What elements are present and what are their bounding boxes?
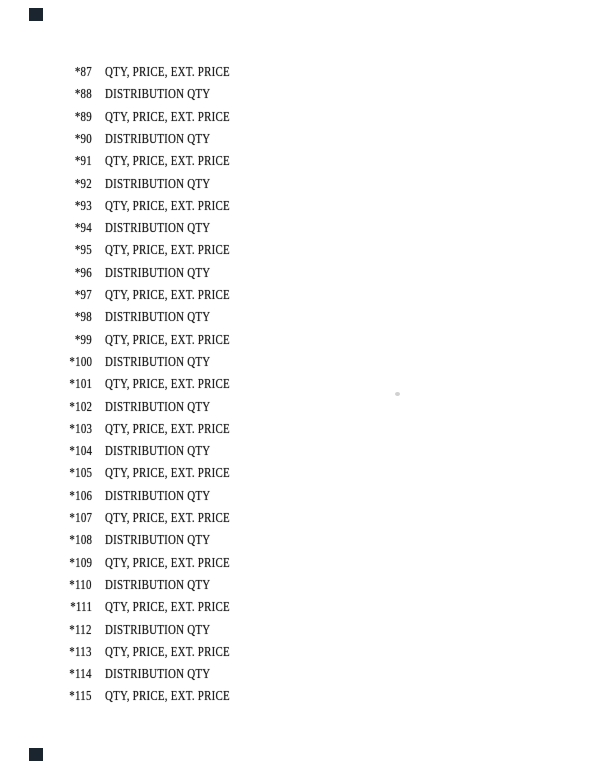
item-number: *108: [69, 533, 92, 549]
list-item: [0, 330, 600, 352]
item-number-cell: [38, 196, 92, 218]
item-description: DISTRIBUTION QTY: [105, 87, 211, 103]
item-number: *98: [74, 310, 92, 326]
item-number-cell: [38, 620, 92, 642]
item-description: QTY, PRICE, EXT. PRICE: [105, 243, 230, 259]
item-description-cell: [105, 508, 265, 530]
item-number-cell: [38, 664, 92, 686]
item-number: *109: [69, 555, 92, 571]
item-number: *114: [69, 667, 92, 683]
list-item: [0, 285, 600, 307]
item-description: QTY, PRICE, EXT. PRICE: [105, 644, 230, 660]
list-item: [0, 240, 600, 262]
item-number: *95: [74, 243, 92, 259]
item-description-cell: [105, 642, 265, 664]
item-number-cell: [38, 575, 92, 597]
item-number: *106: [69, 488, 92, 504]
list-item: [0, 575, 600, 597]
item-number-cell: [38, 441, 92, 463]
item-number-cell: [38, 151, 92, 173]
item-number: *87: [74, 65, 92, 80]
item-description-cell: [105, 240, 265, 262]
list-item: [0, 642, 600, 664]
item-description: DISTRIBUTION QTY: [105, 444, 211, 460]
item-number: *102: [69, 399, 92, 415]
item-description: QTY, PRICE, EXT. PRICE: [105, 288, 230, 303]
item-description: QTY, PRICE, EXT. PRICE: [105, 65, 230, 80]
list-item: [0, 374, 600, 396]
item-description-cell: [105, 597, 265, 619]
item-number-cell: [38, 508, 92, 530]
item-number-cell: [38, 84, 92, 106]
item-description-cell: [105, 463, 265, 485]
item-number-cell: [38, 174, 92, 196]
item-number: *100: [69, 354, 92, 370]
list-item: [0, 463, 600, 485]
list-item: [0, 151, 600, 173]
list-item: [0, 84, 600, 106]
list-item: [0, 174, 600, 196]
item-description-cell: [105, 575, 240, 597]
item-number-cell: [38, 330, 92, 352]
list-item: [0, 107, 600, 129]
list-item: [0, 620, 600, 642]
list-item: [0, 419, 600, 441]
item-description-cell: [105, 441, 240, 463]
list-item: [0, 397, 600, 419]
list-item: [0, 486, 600, 508]
item-description-cell: [105, 397, 240, 419]
item-number: *92: [74, 176, 92, 192]
item-description: QTY, PRICE, EXT. PRICE: [105, 600, 230, 616]
item-number-cell: [38, 352, 92, 374]
item-description-cell: [105, 530, 240, 552]
item-description-cell: [105, 419, 265, 441]
item-description-cell: [105, 263, 240, 285]
item-number: *111: [70, 600, 92, 616]
item-description: QTY, PRICE, EXT. PRICE: [105, 689, 230, 705]
list-item: [0, 218, 600, 240]
item-description: DISTRIBUTION QTY: [105, 533, 211, 549]
item-number-cell: [38, 218, 92, 240]
item-number-cell: [38, 307, 92, 329]
item-description: DISTRIBUTION QTY: [105, 577, 211, 593]
item-description: DISTRIBUTION QTY: [105, 221, 211, 237]
item-description-cell: [105, 664, 240, 686]
item-number: *104: [69, 444, 92, 460]
item-description: DISTRIBUTION QTY: [105, 354, 211, 370]
item-number-cell: [38, 486, 92, 508]
item-description-cell: [105, 107, 265, 129]
item-description: DISTRIBUTION QTY: [105, 176, 211, 192]
item-number-cell: [38, 686, 92, 708]
list-item: [0, 664, 600, 686]
item-description: QTY, PRICE, EXT. PRICE: [105, 377, 230, 393]
item-number-cell: [38, 62, 92, 84]
item-description: QTY, PRICE, EXT. PRICE: [105, 109, 230, 125]
item-description-cell: [105, 307, 240, 329]
item-description: QTY, PRICE, EXT. PRICE: [105, 421, 230, 437]
item-number: *105: [69, 466, 92, 482]
item-description: QTY, PRICE, EXT. PRICE: [105, 332, 230, 348]
item-number: *88: [74, 87, 92, 103]
item-description: DISTRIBUTION QTY: [105, 131, 211, 147]
item-number: *99: [74, 332, 92, 348]
item-description: QTY, PRICE, EXT. PRICE: [105, 154, 230, 170]
list-item: [0, 352, 600, 374]
list-item: [0, 129, 600, 151]
item-number-cell: [38, 397, 92, 419]
item-description-cell: [105, 84, 240, 106]
list-item: [0, 62, 600, 84]
item-description: DISTRIBUTION QTY: [105, 622, 211, 638]
item-description-cell: [105, 486, 240, 508]
item-description-cell: [105, 686, 265, 708]
item-description-cell: [105, 174, 240, 196]
item-number-cell: [38, 463, 92, 485]
list-item: [0, 553, 600, 575]
item-number-cell: [38, 240, 92, 262]
item-number-cell: [38, 285, 92, 307]
item-number: *94: [74, 221, 92, 237]
item-number: *89: [74, 109, 92, 125]
item-number: *115: [69, 689, 92, 705]
item-description: DISTRIBUTION QTY: [105, 399, 211, 415]
item-description-cell: [105, 285, 265, 307]
item-number-cell: [38, 107, 92, 129]
item-number-cell: [38, 419, 92, 441]
list-item: [0, 508, 600, 530]
list-item: [0, 307, 600, 329]
item-description-cell: [105, 196, 265, 218]
item-number: *101: [69, 377, 92, 393]
item-number-cell: [38, 553, 92, 575]
item-description-cell: [105, 62, 265, 84]
item-number: *90: [74, 131, 92, 147]
item-description-cell: [105, 620, 240, 642]
list-item: [0, 263, 600, 285]
item-number-cell: [38, 597, 92, 619]
item-description: DISTRIBUTION QTY: [105, 310, 211, 326]
item-number: *103: [69, 421, 92, 437]
item-description-cell: [105, 218, 240, 240]
item-number-cell: [38, 374, 92, 396]
item-description: QTY, PRICE, EXT. PRICE: [105, 511, 230, 526]
item-description: DISTRIBUTION QTY: [105, 488, 211, 504]
item-number: *107: [69, 511, 92, 526]
item-description: QTY, PRICE, EXT. PRICE: [105, 466, 230, 482]
list-item: [0, 597, 600, 619]
list-item: [0, 196, 600, 218]
list-item: [0, 530, 600, 552]
item-description: DISTRIBUTION QTY: [105, 667, 211, 683]
item-number-cell: [38, 530, 92, 552]
item-description-cell: [105, 374, 265, 396]
item-description: DISTRIBUTION QTY: [105, 265, 211, 281]
list-item: [0, 441, 600, 463]
item-description: QTY, PRICE, EXT. PRICE: [105, 555, 230, 571]
item-number: *110: [69, 577, 92, 593]
item-description: QTY, PRICE, EXT. PRICE: [105, 198, 230, 214]
item-description-cell: [105, 151, 265, 173]
item-number-cell: [38, 263, 92, 285]
item-number: *112: [69, 622, 92, 638]
item-number: *93: [74, 198, 92, 214]
item-description-cell: [105, 330, 265, 352]
list-item: [0, 686, 600, 708]
item-description-cell: [105, 553, 265, 575]
item-number-cell: [38, 642, 92, 664]
item-description-cell: [105, 352, 240, 374]
item-number: *91: [74, 154, 92, 170]
item-number: *113: [69, 644, 92, 660]
item-number: *97: [74, 288, 92, 303]
item-description-cell: [105, 129, 240, 151]
item-number-cell: [38, 129, 92, 151]
item-number: *96: [74, 265, 92, 281]
